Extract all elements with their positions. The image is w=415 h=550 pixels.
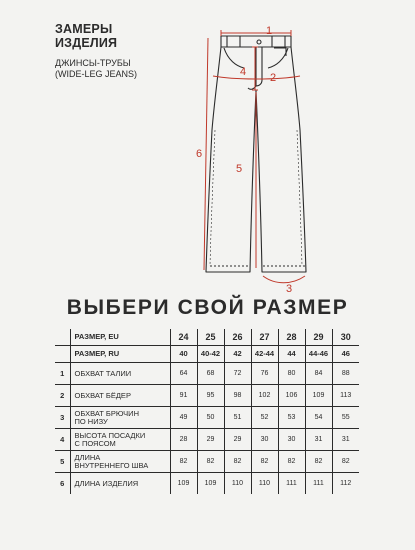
size-ru: 40 <box>170 346 197 363</box>
measurement-value: 88 <box>332 363 359 385</box>
measure-label-4: 4 <box>240 66 247 78</box>
measurement-value: 68 <box>197 363 224 385</box>
size-ru: 40-42 <box>197 346 224 363</box>
measure-label-5: 5 <box>236 163 243 175</box>
measurement-value: 76 <box>251 363 278 385</box>
measure-label-3: 3 <box>286 283 293 295</box>
measurement-value: 51 <box>224 407 251 429</box>
measurement-value: 54 <box>305 407 332 429</box>
table-row <box>55 407 359 429</box>
measurement-value: 82 <box>278 451 305 473</box>
measurement-value: 82 <box>332 451 359 473</box>
measurement-label-line: ОБХВАТ БЁДЕР <box>74 390 131 400</box>
measurement-value: 110 <box>224 473 251 495</box>
table-row <box>55 473 359 495</box>
size-eu: 29 <box>305 329 332 346</box>
measurement-value: 50 <box>197 407 224 429</box>
size-ru: 42-44 <box>251 346 278 363</box>
size-eu: 25 <box>197 329 224 346</box>
measurement-value: 109 <box>197 473 224 495</box>
measurement-value: 31 <box>332 429 359 451</box>
measurement-label-line: ОБХВАТ ТАЛИИ <box>74 368 132 378</box>
row-number: 6 <box>55 473 70 495</box>
measurement-label <box>70 473 170 495</box>
row-number: 5 <box>55 451 70 473</box>
measurement-value: 82 <box>251 451 278 473</box>
subtitle-line: (WIDE-LEG JEANS) <box>55 69 138 79</box>
size-eu: 24 <box>170 329 197 346</box>
measurement-value: 82 <box>197 451 224 473</box>
measurement-value: 53 <box>278 407 305 429</box>
measurement-value: 49 <box>170 407 197 429</box>
table-header-eu <box>55 329 359 346</box>
measurement-label-line: ВЫСОТА ПОСАДКИ <box>74 430 146 440</box>
title-line: ЗАМЕРЫ <box>55 22 113 36</box>
measurement-label <box>70 451 170 473</box>
measurement-label <box>70 407 170 429</box>
table-row <box>55 451 359 473</box>
measurement-value: 52 <box>251 407 278 429</box>
measurement-value: 64 <box>170 363 197 385</box>
table-row <box>55 429 359 451</box>
measurement-value: 72 <box>224 363 251 385</box>
measurement-value: 95 <box>197 385 224 407</box>
measurement-value: 29 <box>197 429 224 451</box>
title-line: ИЗДЕЛИЯ <box>55 36 118 50</box>
measurement-label-line: ДЛИНА <box>74 452 101 462</box>
measurement-value: 111 <box>278 473 305 495</box>
measure-label-1: 1 <box>266 25 273 37</box>
measurement-value: 55 <box>332 407 359 429</box>
measure-label-2: 2 <box>270 72 277 84</box>
measurement-value: 91 <box>170 385 197 407</box>
table-row <box>55 363 359 385</box>
measurement-value: 98 <box>224 385 251 407</box>
measurement-label-line: С ПОЯСОМ <box>74 438 116 448</box>
measurement-label-line: ДЛИНА ИЗДЕЛИЯ <box>74 478 139 488</box>
measurement-value: 82 <box>170 451 197 473</box>
size-eu: 28 <box>278 329 305 346</box>
size-ru-label: РАЗМЕР, RU <box>70 346 170 363</box>
size-ru: 44 <box>278 346 305 363</box>
measurement-value: 111 <box>305 473 332 495</box>
row-number: 3 <box>55 407 70 429</box>
measurement-value: 30 <box>251 429 278 451</box>
measure-label-6: 6 <box>196 148 203 160</box>
size-eu-label: РАЗМЕР, EU <box>70 329 170 346</box>
table-header-ru <box>55 346 359 363</box>
size-eu: 26 <box>224 329 251 346</box>
measurement-label <box>70 363 170 385</box>
measurement-value: 29 <box>224 429 251 451</box>
row-number: 1 <box>55 363 70 385</box>
subtitle-line: ДЖИНСЫ-ТРУБЫ <box>55 58 131 68</box>
measurement-value: 106 <box>278 385 305 407</box>
size-ru: 44-46 <box>305 346 332 363</box>
measurement-value: 84 <box>305 363 332 385</box>
measurement-value: 113 <box>332 385 359 407</box>
row-number: 2 <box>55 385 70 407</box>
measurement-value: 30 <box>278 429 305 451</box>
measurement-value: 28 <box>170 429 197 451</box>
size-ru: 46 <box>332 346 359 363</box>
size-ru: 42 <box>224 346 251 363</box>
size-eu: 27 <box>251 329 278 346</box>
row-number: 4 <box>55 429 70 451</box>
measurement-label <box>70 385 170 407</box>
measurement-label <box>70 429 170 451</box>
table-row <box>55 385 359 407</box>
measurement-value: 109 <box>170 473 197 495</box>
measurement-value: 102 <box>251 385 278 407</box>
measurement-value: 112 <box>340 479 352 487</box>
choose-size-heading: ВЫБЕРИ СВОЙ РАЗМЕР <box>66 296 349 319</box>
measurement-value: 31 <box>305 429 332 451</box>
measurement-label-line: ВНУТРЕННЕГО ШВА <box>74 460 149 470</box>
size-eu: 30 <box>332 329 359 346</box>
measurement-value: 80 <box>278 363 305 385</box>
measurement-value: 82 <box>305 451 332 473</box>
size-table <box>55 329 359 494</box>
measurement-label-line: ПО НИЗУ <box>74 416 108 426</box>
measurement-value: 109 <box>305 385 332 407</box>
measurement-value: 110 <box>251 473 278 495</box>
measurement-value: 82 <box>224 451 251 473</box>
measurement-label-line: ОБХВАТ БРЮЧИН <box>74 408 139 418</box>
